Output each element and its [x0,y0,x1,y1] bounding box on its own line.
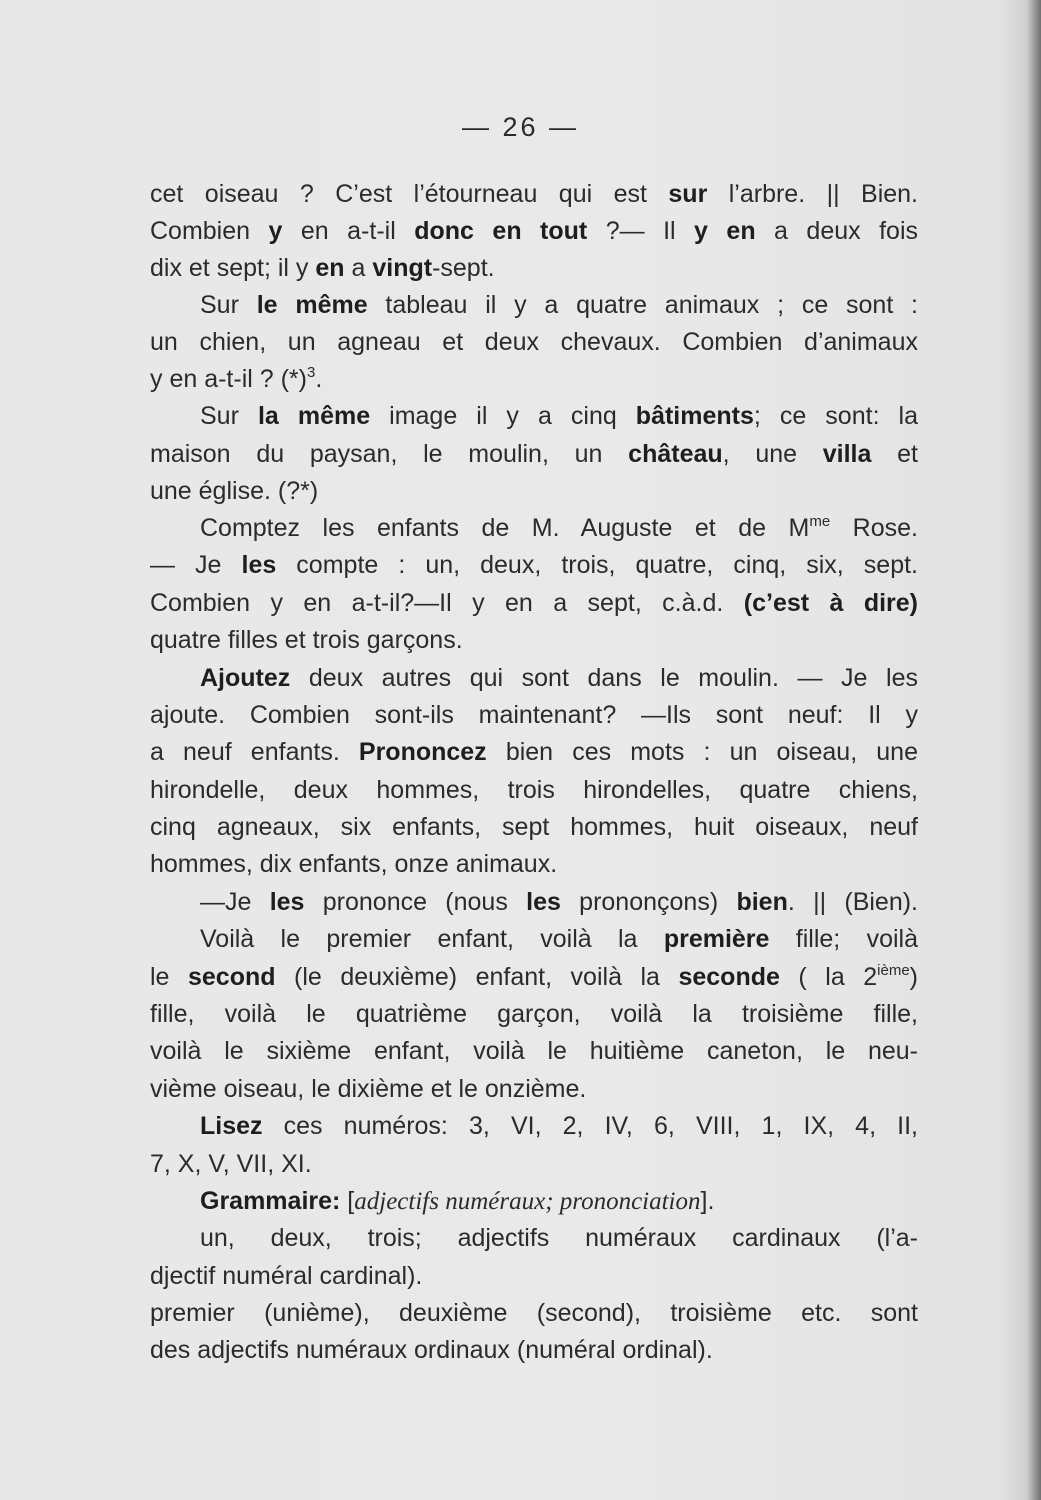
text-line: vième oiseau, le dixième et le onzième. [150,1075,587,1103]
text-line: Lisez ces numéros: 3, VI, 2, IV, 6, VIII, 1, IX, 4, II, [200,1112,918,1140]
text-line: hirondelle, deux hommes, trois hirondelles, quatre chiens, [150,776,918,804]
text-line: Ajoutez deux autres qui sont dans le moulin. — Je les [200,664,918,692]
text-line: des adjectifs numéraux ordinaux (numéral ordinal). [150,1336,713,1364]
text-line: Combien y en a-t-il?—Il y en a sept, c.à.d. (c’est à dire) [150,589,919,617]
text-line: hommes, dix enfants, onze animaux. [150,850,558,878]
text-line: Grammaire: [adjectifs numéraux; prononciation]. [200,1187,715,1215]
text-line: une église. (?*) [150,477,319,505]
text-line: Comptez les enfants de M. Auguste et de $M^{me}$ Rose. [200,513,918,542]
page-number: — 26 — [461,112,580,142]
text-line: quatre filles et trois garçons. [150,626,463,654]
text-line: fille, voilà le quatrième garçon, voilà la troisième fille, [150,1000,918,1028]
text-line: djectif numéral cardinal). [150,1262,423,1290]
text-line: y en a-t-il ? $(*)^3$. [150,364,323,393]
text-line: un chien, un agneau et deux chevaux. Combien d’animaux [150,328,918,356]
text-line: Sur la même image il y a cinq bâtiments; ce sont: la [200,402,919,430]
text-line: maison du paysan, le moulin, un château, une villa et [150,440,918,468]
text-line: — Je les compte : un, deux, trois, quatre, cinq, six, sept. [150,551,918,579]
text-line: —Je les prononce (nous les prononçons) bien. || (Bien). [200,888,919,916]
text-line: cet oiseau ? C’est l’étourneau qui est sur l’arbre. || Bien. [150,180,919,208]
text-line: un, deux, trois; adjectifs numéraux cardinaux (l’a- [200,1224,918,1252]
text-line: 7, X, V, VII, XI. [150,1150,312,1178]
text-line: voilà le sixième enfant, voilà le huitième caneton, le neu- [150,1037,918,1065]
text-line: cinq agneaux, six enfants, sept hommes, huit oiseaux, neuf [150,813,918,841]
text-line: Voilà le premier enfant, voilà la première fille; voilà [200,925,918,953]
text-line: dix et sept; il y en a vingt-sept. [150,254,495,282]
text-line: premier (unième), deuxième (second), troisième etc. sont [150,1299,918,1327]
text-line: ajoute. Combien sont-ils maintenant? —Ils sont neuf: Il y [150,701,918,729]
text-line: le second (le deuxième) enfant, voilà la seconde ( la 2ième) [150,962,918,991]
text-line: Sur le même tableau il y a quatre animaux ; ce sont : [200,291,919,319]
text-line: Combien y en a-t-il donc en tout ?— Il y en a deux fois [150,217,918,245]
text-line: a neuf enfants. Prononcez bien ces mots : un oiseau, une [150,738,918,766]
